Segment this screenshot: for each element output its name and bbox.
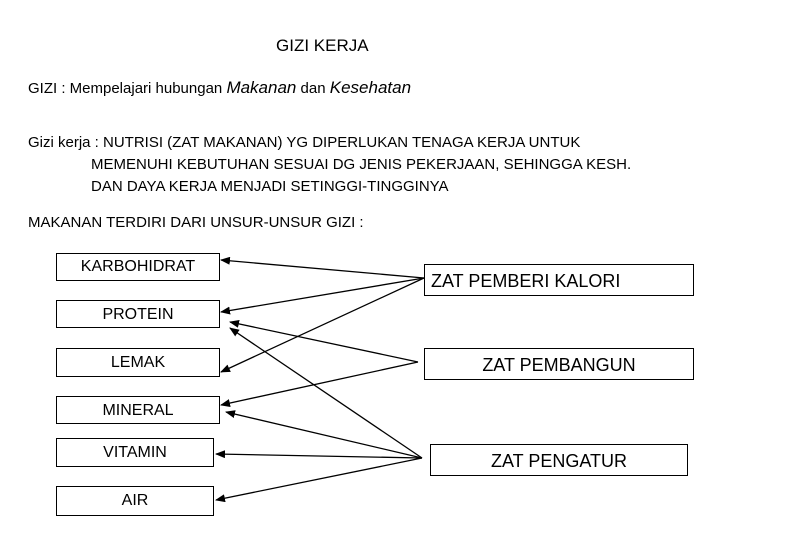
makanan-heading: MAKANAN TERDIRI DARI UNSUR-UNSUR GIZI : [28, 214, 364, 231]
gizi-lead: GIZI : Mempelajari hubungan [28, 80, 227, 97]
category-label: ZAT PEMBANGUN [482, 355, 636, 375]
page-title: GIZI KERJA [276, 36, 369, 55]
arrow-zat-pemberi-kalori-to-karbohidrat [221, 260, 424, 278]
arrow-zat-pemberi-kalori-to-lemak [221, 278, 424, 372]
nutrient-box-vitamin [56, 438, 214, 467]
arrow-zat-pembangun-to-protein [230, 322, 418, 362]
category-box-zat-pemberi-kalori [424, 264, 694, 296]
arrow-zat-pengatur-to-air [216, 458, 422, 500]
nutrient-box-protein [56, 300, 220, 328]
nutrient-label: AIR [121, 492, 149, 509]
term-kesehatan: Kesehatan [329, 78, 412, 97]
category-label: ZAT PEMBERI KALORI [431, 271, 621, 291]
arrow-zat-pembangun-to-mineral [221, 362, 418, 405]
arrow-zat-pengatur-to-vitamin [216, 454, 422, 458]
gizi-kerja-rest: : NUTRISI (ZAT MAKANAN) YG DIPERLUKAN TENAGA KERJA UNTUK [90, 134, 581, 151]
nutrient-label: KARBOHIDRAT [80, 258, 196, 275]
category-label: ZAT PENGATUR [490, 451, 627, 471]
category-box-zat-pengatur [430, 444, 688, 476]
term-makanan: Makanan [226, 78, 297, 97]
gizi-kerja-line2: MEMENUHI KEBUTUHAN SESUAI DG JENIS PEKERJAAN, SEHINGGA KESH. [91, 156, 632, 173]
category-box-zat-pembangun [424, 348, 694, 380]
arrow-zat-pengatur-to-mineral [226, 412, 422, 458]
gizi-kerja-lead: Gizi kerja [28, 134, 91, 151]
nutrient-box-mineral [56, 396, 220, 424]
nutrient-label: MINERAL [102, 402, 174, 419]
gizi-kerja-line3: DAN DAYA KERJA MENJADI SETINGGI-TINGGINYA [91, 178, 449, 195]
nutrient-label: PROTEIN [102, 306, 174, 323]
nutrient-box-lemak [56, 348, 220, 377]
arrow-zat-pengatur-to-protein [230, 328, 422, 458]
nutrient-box-karbohidrat [56, 253, 220, 281]
gizi-middle: dan [296, 80, 330, 97]
nutrient-box-air [56, 486, 214, 516]
nutrient-label: VITAMIN [103, 444, 167, 461]
arrow-zat-pemberi-kalori-to-protein [221, 278, 424, 312]
nutrient-label: LEMAK [110, 354, 166, 371]
